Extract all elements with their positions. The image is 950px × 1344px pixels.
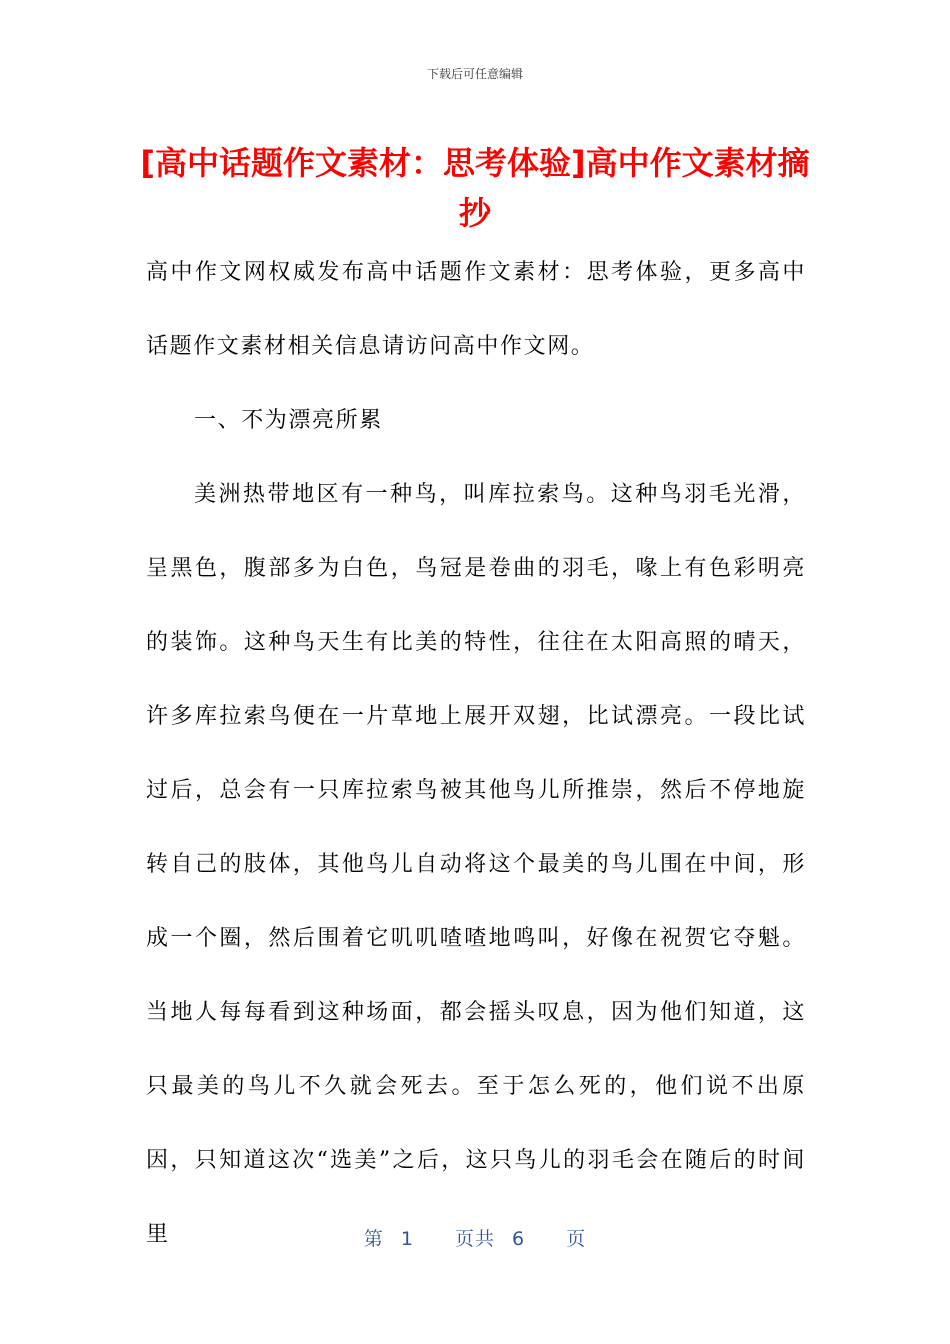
document-body: [146, 236, 806, 1272]
page-header-note: 下载后可任意编辑: [426, 67, 523, 81]
footer-prefix: 第: [363, 1228, 384, 1250]
document-title: [高中话题作文素材：思考体验]高中作文素材摘抄: [140, 144, 810, 232]
intro-paragraph: 高中作文网权威发布高中话题作文素材：思考体验，更多高中话题作文素材相关信息请访问高中作文网。: [146, 260, 806, 359]
footer-current-page: 1: [400, 1228, 414, 1250]
footer-total-pages: 6: [512, 1228, 526, 1250]
page-footer: [0, 1226, 950, 1252]
section-heading: 一、不为漂亮所累: [194, 408, 383, 433]
footer-suffix: 页: [566, 1228, 587, 1250]
body-paragraph: 美洲热带地区有一种鸟，叫库拉索鸟。这种鸟羽毛光滑，呈黑色，腹部多为白色，鸟冠是卷曲的羽毛，喙上有色彩明亮的装饰。这种鸟天生有比美的特性，往往在太阳高照的晴天，许多库拉索鸟便在一片草地上展开双翅，比试漂亮。一段比试过后，总会有一只库拉索鸟被其他鸟儿所推崇，然后不停地旋转自己的肢体，其他鸟儿自动将这个最美的鸟儿围在中间，形成一个圈，然后围着它叽叽喳喳地鸣叫，好像在祝贺它夺魁。当地人每每看到这种场面，都会摇头叹息，因为他们知道，这只最美的鸟儿不久就会死去。至于怎么死的，他们说不出原因，只知道这次“选美”之后，这只鸟儿的羽毛会在随后的时间里: [146, 482, 806, 1247]
footer-middle: 页共: [454, 1228, 495, 1250]
